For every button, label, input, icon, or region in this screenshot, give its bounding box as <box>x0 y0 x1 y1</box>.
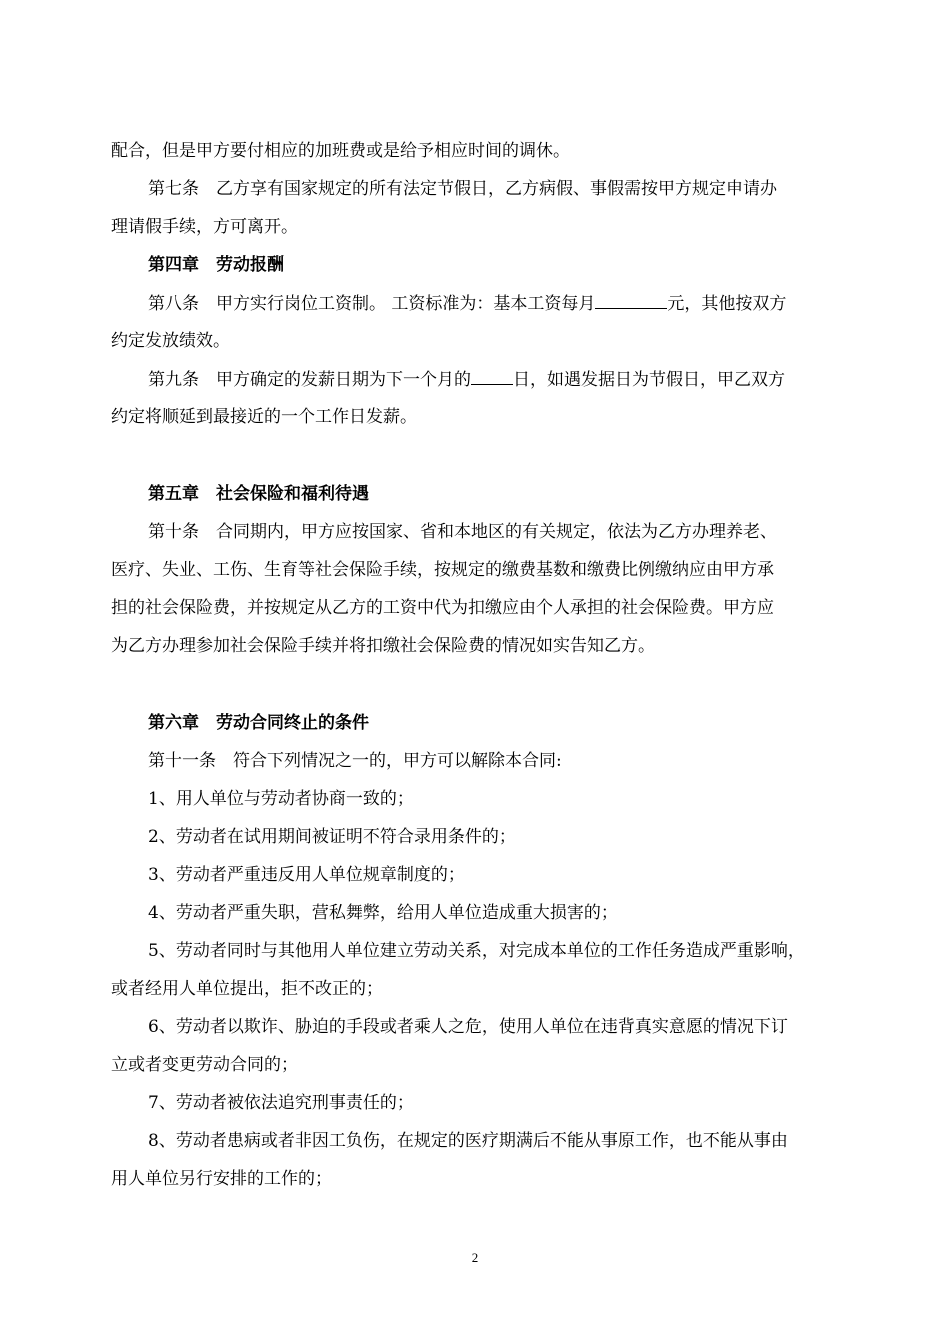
article-9 <box>148 368 863 391</box>
list-item: 4、劳动者严重失职，营私舞弊，给用人单位造成重大损害的； <box>148 903 618 923</box>
chapter-4-heading: 第四章 劳动报酬 <box>148 255 284 275</box>
list-item: 5、劳动者同时与其他用人单位建立劳动关系，对完成本单位的工作任务造成严重影响， <box>148 941 805 961</box>
list-item: 8、劳动者患病或者非因工负伤，在规定的医疗期满后不能从事原工作，也不能从事由 <box>148 1131 788 1151</box>
paragraph-line: 医疗、失业、工伤、生育等社会保险手续，按规定的缴费基数和缴费比例缴纳应由甲方承 <box>111 560 774 580</box>
article-10: 第十条 合同期内，甲方应按国家、省和本地区的有关规定，依法为乙方办理养老、 <box>148 522 777 542</box>
paragraph-line: 配合，但是甲方要付相应的加班费或是给予相应时间的调休。 <box>111 141 570 161</box>
paragraph-line: 为乙方办理参加社会保险手续并将扣缴社会保险费的情况如实告知乙方。 <box>111 636 655 656</box>
article-8 <box>148 292 863 315</box>
article-9-text: 第九条 甲方确定的发薪日期为下一个月的 <box>148 370 471 390</box>
payday-blank <box>471 368 513 385</box>
list-item: 1、用人单位与劳动者协商一致的； <box>148 789 414 809</box>
article-7: 第七条 乙方享有国家规定的所有法定节假日，乙方病假、事假需按甲方规定申请办 <box>148 179 777 199</box>
list-item-continuation: 立或者变更劳动合同的； <box>111 1055 298 1075</box>
paragraph-line: 理请假手续，方可离开。 <box>111 217 298 237</box>
list-item-continuation: 或者经用人单位提出，拒不改正的； <box>111 979 383 999</box>
paragraph-line: 约定将顺延到最接近的一个工作日发薪。 <box>111 407 417 427</box>
chapter-6-heading: 第六章 劳动合同终止的条件 <box>148 713 369 733</box>
list-item: 7、劳动者被依法追究刑事责任的； <box>148 1093 414 1113</box>
list-item-continuation: 用人单位另行安排的工作的； <box>111 1169 332 1189</box>
salary-blank <box>595 292 667 309</box>
paragraph-line: 约定发放绩效。 <box>111 331 230 351</box>
article-9-text-end: 日，如遇发据日为节假日，甲乙双方 <box>513 370 785 390</box>
article-8-text: 第八条 甲方实行岗位工资制。 工资标准为：基本工资每月 <box>148 294 596 314</box>
list-item: 6、劳动者以欺诈、胁迫的手段或者乘人之危，使用人单位在违背真实意愿的情况下订 <box>148 1017 788 1037</box>
article-8-text-end: 元，其他按双方 <box>667 294 787 314</box>
paragraph-line: 担的社会保险费，并按规定从乙方的工资中代为扣缴应由个人承担的社会保险费。甲方应 <box>111 598 774 618</box>
list-item: 2、劳动者在试用期间被证明不符合录用条件的； <box>148 827 516 847</box>
chapter-5-heading: 第五章 社会保险和福利待遇 <box>148 484 369 504</box>
article-11: 第十一条 符合下列情况之一的，甲方可以解除本合同: <box>148 751 562 771</box>
list-item: 3、劳动者严重违反用人单位规章制度的； <box>148 865 465 885</box>
page-number: 2 <box>471 1250 479 1265</box>
